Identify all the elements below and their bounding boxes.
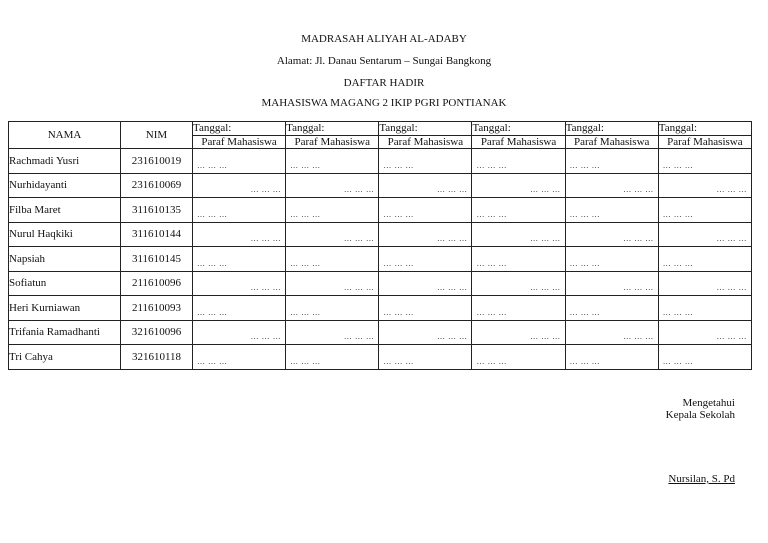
school-name: MADRASAH ALIYAH AL-ADABY	[301, 33, 467, 45]
signature-cell[interactable]	[565, 173, 658, 198]
signature-cell[interactable]	[565, 198, 658, 223]
signature-dots: … … …	[383, 356, 414, 366]
signature-dots: … … …	[530, 234, 561, 243]
student-nim: 211610096	[121, 271, 193, 296]
student-name: Heri Kurniawan	[9, 296, 121, 321]
signature-dots: … … …	[290, 209, 321, 219]
signature-dots: … … …	[623, 332, 654, 341]
signature-cell[interactable]	[379, 320, 472, 345]
signature-cell[interactable]	[286, 296, 379, 321]
student-name: Sofiatun	[9, 271, 121, 296]
signature-cell[interactable]	[565, 345, 658, 370]
signature-dots: … … …	[569, 258, 601, 268]
signature-cell[interactable]	[658, 149, 751, 174]
table-row	[9, 247, 752, 272]
signature-dots: … … …	[476, 160, 507, 170]
signature-dots: … … …	[290, 356, 321, 366]
signature-dots: … … …	[197, 258, 228, 268]
principal-name: Nursilan, S. Pd	[668, 473, 735, 485]
attendance-table	[8, 121, 752, 370]
signature-dots: … … …	[343, 283, 375, 292]
signature-cell[interactable]	[472, 296, 565, 321]
signature-cell[interactable]	[286, 320, 379, 345]
document-title: DAFTAR HADIR	[343, 77, 425, 89]
table-row	[9, 320, 752, 345]
signature-cell[interactable]	[565, 222, 658, 247]
signature-dots: … … …	[716, 283, 747, 292]
signature-cell[interactable]	[193, 345, 286, 370]
signature-cell[interactable]	[658, 198, 751, 223]
student-name: Nurhidayanti	[9, 173, 121, 198]
signature-dots: … … …	[716, 332, 747, 341]
signature-dots: … … …	[250, 283, 282, 292]
student-name: Napsiah	[9, 247, 121, 272]
signature-dots: … … …	[662, 258, 694, 268]
signature-dots: … … …	[343, 185, 375, 194]
signature-cell[interactable]	[193, 296, 286, 321]
table-row	[9, 345, 752, 370]
signature-dots: … … …	[569, 209, 601, 219]
signature-cell[interactable]	[379, 198, 472, 223]
signature-cell[interactable]	[286, 247, 379, 272]
signature-dots: … … …	[290, 258, 321, 268]
principal-label: Kepala Sekolah	[665, 409, 735, 421]
student-nim: 231610069	[121, 173, 193, 198]
student-nim: 211610093	[121, 296, 193, 321]
signature-cell[interactable]	[472, 320, 565, 345]
signature-cell[interactable]	[379, 247, 472, 272]
signature-dots: … … …	[290, 307, 321, 317]
table-row	[9, 149, 752, 174]
signature-dots: … … …	[569, 356, 601, 366]
student-nim: 321610118	[121, 345, 193, 370]
signature-cell[interactable]	[472, 198, 565, 223]
signature-cell[interactable]	[472, 345, 565, 370]
signature-dots: … … …	[383, 209, 414, 219]
signature-dots: … … …	[383, 258, 414, 268]
student-name: Trifania Ramadhanti	[9, 320, 121, 345]
attendance-table-body	[9, 149, 752, 370]
signature-cell[interactable]	[658, 296, 751, 321]
signature-cell[interactable]	[472, 149, 565, 174]
signature-dots: … … …	[343, 332, 375, 341]
signature-cell[interactable]	[565, 149, 658, 174]
signature-dots: … … …	[436, 185, 468, 194]
student-name: Filba Maret	[9, 198, 121, 223]
signature-cell[interactable]	[286, 173, 379, 198]
signature-dots: … … …	[623, 234, 654, 243]
column-header-nim: NIM	[121, 122, 193, 149]
signature-cell[interactable]	[472, 222, 565, 247]
student-name: Rachmadi Yusri	[9, 149, 121, 174]
signature-cell[interactable]	[193, 198, 286, 223]
paraf-header: Paraf Mahasiswa	[565, 135, 658, 149]
student-nim: 231610019	[121, 149, 193, 174]
signature-dots: … … …	[530, 332, 561, 341]
signature-cell[interactable]	[193, 149, 286, 174]
table-row	[9, 222, 752, 247]
student-nim: 311610145	[121, 247, 193, 272]
signature-cell[interactable]	[565, 296, 658, 321]
signature-dots: … … …	[197, 356, 228, 366]
paraf-header: Paraf Mahasiswa	[379, 135, 472, 149]
signature-cell[interactable]	[286, 198, 379, 223]
signature-dots: … … …	[436, 234, 468, 243]
signature-dots: … … …	[250, 332, 282, 341]
signature-cell[interactable]	[193, 222, 286, 247]
signature-dots: … … …	[383, 307, 414, 317]
signature-dots: … … …	[290, 160, 321, 170]
signature-dots: … … …	[662, 307, 694, 317]
student-nim: 321610096	[121, 320, 193, 345]
paraf-header: Paraf Mahasiswa	[286, 135, 379, 149]
signature-dots: … … …	[569, 160, 601, 170]
signature-cell[interactable]	[472, 173, 565, 198]
signature-cell[interactable]	[193, 247, 286, 272]
signature-dots: … … …	[197, 160, 228, 170]
signature-dots: … … …	[662, 209, 694, 219]
signature-dots: … … …	[383, 160, 414, 170]
school-address: Alamat: Jl. Danau Sentarum – Sungai Bangkong	[276, 55, 492, 67]
table-row	[9, 271, 752, 296]
signature-cell[interactable]	[472, 247, 565, 272]
attendance-table-head	[9, 122, 752, 149]
signature-dots: … … …	[250, 234, 282, 243]
signature-dots: … … …	[530, 185, 561, 194]
column-header-nama: NAMA	[9, 122, 121, 149]
signature-cell[interactable]	[379, 345, 472, 370]
student-name: Tri Cahya	[9, 345, 121, 370]
signature-dots: … … …	[623, 283, 654, 292]
signature-dots: … … …	[476, 356, 507, 366]
date-header: Tanggal:	[286, 122, 379, 136]
date-header: Tanggal:	[658, 122, 751, 136]
signature-dots: … … …	[436, 283, 468, 292]
signature-cell[interactable]	[286, 222, 379, 247]
student-nim: 311610135	[121, 198, 193, 223]
signature-cell[interactable]	[565, 320, 658, 345]
signature-cell[interactable]	[565, 271, 658, 296]
signature-cell[interactable]	[286, 345, 379, 370]
signature-cell[interactable]	[472, 271, 565, 296]
signature-cell[interactable]	[379, 271, 472, 296]
student-name: Nurul Haqkiki	[9, 222, 121, 247]
date-header: Tanggal:	[472, 122, 565, 136]
signature-dots: … … …	[476, 258, 507, 268]
signature-cell[interactable]	[379, 149, 472, 174]
signature-dots: … … …	[476, 209, 507, 219]
signature-cell[interactable]	[193, 173, 286, 198]
paraf-header: Paraf Mahasiswa	[658, 135, 751, 149]
signature-cell[interactable]	[286, 149, 379, 174]
acknowledge-label: Mengetahui	[682, 397, 735, 409]
signature-dots: … … …	[623, 185, 654, 194]
date-header: Tanggal:	[565, 122, 658, 136]
signature-dots: … … …	[716, 185, 747, 194]
date-header: Tanggal:	[379, 122, 472, 136]
signature-dots: … … …	[716, 234, 747, 243]
signature-dots: … … …	[250, 185, 282, 194]
signature-cell[interactable]	[658, 222, 751, 247]
table-row	[9, 173, 752, 198]
paraf-header: Paraf Mahasiswa	[193, 135, 286, 149]
signature-cell[interactable]	[565, 247, 658, 272]
signature-cell[interactable]	[658, 247, 751, 272]
signature-cell[interactable]	[658, 320, 751, 345]
signature-dots: … … …	[476, 307, 507, 317]
signature-cell[interactable]	[379, 296, 472, 321]
signature-dots: … … …	[530, 283, 561, 292]
student-nim: 311610144	[121, 222, 193, 247]
signature-cell[interactable]	[658, 173, 751, 198]
paraf-header: Paraf Mahasiswa	[472, 135, 565, 149]
signature-dots: … … …	[662, 356, 694, 366]
signature-cell[interactable]	[379, 222, 472, 247]
signature-cell[interactable]	[379, 173, 472, 198]
signature-dots: … … …	[662, 160, 694, 170]
signature-dots: … … …	[197, 209, 228, 219]
table-row	[9, 198, 752, 223]
date-header: Tanggal:	[193, 122, 286, 136]
signature-dots: … … …	[343, 234, 375, 243]
document-subtitle: MAHASISWA MAGANG 2 IKIP PGRI PONTIANAK	[261, 97, 507, 109]
signature-cell[interactable]	[193, 271, 286, 296]
signature-cell[interactable]	[286, 271, 379, 296]
signature-cell[interactable]	[658, 345, 751, 370]
signature-cell[interactable]	[658, 271, 751, 296]
signature-dots: … … …	[197, 307, 228, 317]
signature-dots: … … …	[436, 332, 468, 341]
signature-dots: … … …	[569, 307, 601, 317]
table-row	[9, 296, 752, 321]
signature-cell[interactable]	[193, 320, 286, 345]
